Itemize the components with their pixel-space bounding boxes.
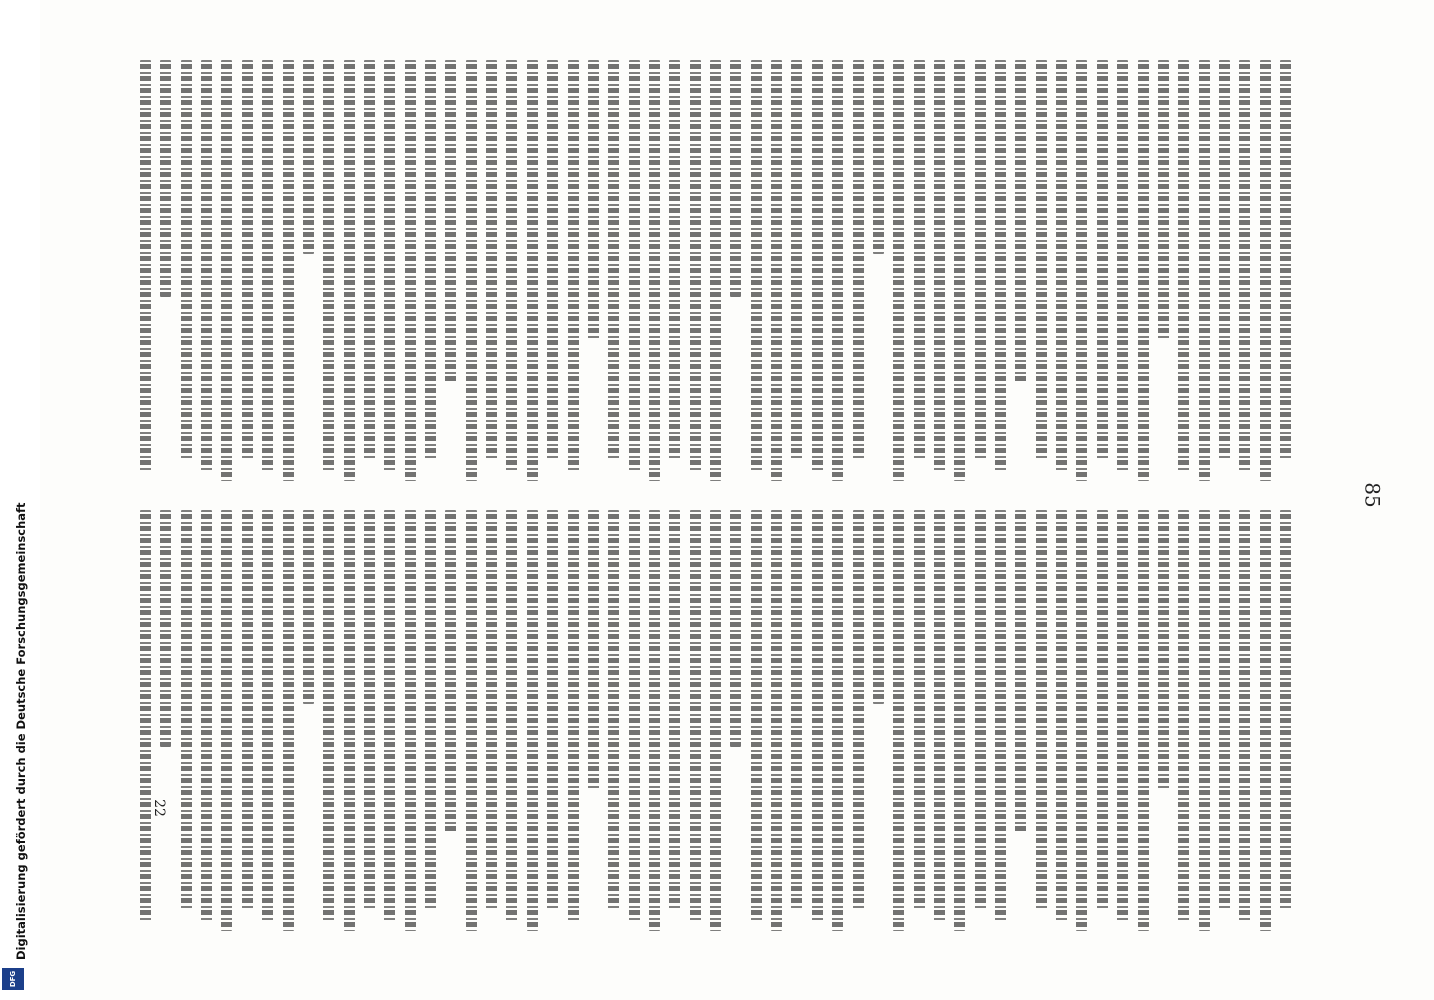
text-line — [1056, 60, 1067, 471]
text-line — [547, 510, 558, 910]
text-line — [140, 60, 151, 471]
text-line — [1280, 510, 1291, 910]
text-line — [323, 510, 334, 921]
text-line — [1158, 60, 1169, 340]
text-line — [669, 60, 680, 460]
text-line — [954, 510, 965, 931]
text-line — [710, 60, 721, 481]
text-line — [588, 510, 599, 790]
text-line — [995, 510, 1006, 921]
text-line — [1280, 60, 1291, 460]
text-line — [303, 510, 314, 704]
text-line — [1138, 60, 1149, 481]
page-number: 85 — [1360, 482, 1385, 508]
text-line — [832, 510, 843, 931]
text-line — [384, 60, 395, 471]
text-line — [283, 60, 294, 481]
text-line — [1056, 510, 1067, 921]
text-line — [1036, 510, 1047, 910]
text-line — [221, 510, 232, 931]
text-line — [873, 510, 884, 704]
text-line — [1219, 60, 1230, 460]
text-line — [975, 60, 986, 460]
text-line — [975, 510, 986, 910]
text-line — [1158, 510, 1169, 790]
text-line — [690, 60, 701, 471]
text-line — [466, 60, 477, 481]
signature-number: 22 — [150, 799, 167, 817]
text-line — [1178, 510, 1189, 921]
text-line — [608, 510, 619, 910]
text-line — [649, 510, 660, 931]
text-line — [466, 510, 477, 931]
text-line — [873, 60, 884, 254]
text-line — [527, 60, 538, 481]
text-line — [262, 510, 273, 921]
text-line — [1015, 60, 1026, 383]
text-line — [506, 60, 517, 471]
text-line — [364, 510, 375, 910]
text-line — [1097, 60, 1108, 460]
text-line — [1015, 510, 1026, 833]
text-line — [1117, 510, 1128, 921]
text-line — [995, 60, 1006, 471]
text-line — [568, 60, 579, 471]
text-line — [1076, 510, 1087, 931]
text-line — [547, 60, 558, 460]
text-line — [1260, 60, 1271, 481]
text-line — [527, 510, 538, 931]
text-line — [751, 510, 762, 921]
text-line — [1076, 60, 1087, 481]
text-line — [649, 60, 660, 481]
text-line — [954, 60, 965, 481]
text-line — [1178, 60, 1189, 471]
text-line — [812, 510, 823, 921]
text-line — [934, 510, 945, 921]
text-line — [690, 510, 701, 921]
text-line — [364, 60, 375, 460]
text-line — [791, 510, 802, 910]
text-line — [425, 60, 436, 460]
text-line — [283, 510, 294, 931]
text-line — [710, 510, 721, 931]
text-line — [588, 60, 599, 340]
text-line — [608, 60, 619, 460]
text-line — [344, 60, 355, 481]
text-line — [893, 60, 904, 481]
dfg-logo: DFG — [2, 968, 24, 990]
text-line — [323, 60, 334, 471]
text-line — [445, 510, 456, 833]
digitization-footer — [0, 0, 30, 1000]
text-line — [812, 60, 823, 471]
text-line — [1219, 510, 1230, 910]
text-line — [893, 510, 904, 931]
text-line — [832, 60, 843, 481]
text-line — [1138, 510, 1149, 931]
text-line — [344, 510, 355, 931]
text-line — [1260, 510, 1271, 931]
text-line — [181, 510, 192, 910]
text-line — [1117, 60, 1128, 471]
text-line — [242, 510, 253, 910]
text-line — [669, 510, 680, 910]
text-line — [160, 60, 171, 297]
text-line — [445, 60, 456, 383]
text-line — [486, 60, 497, 460]
text-line — [1097, 510, 1108, 910]
text-line — [160, 510, 171, 747]
text-line — [1199, 510, 1210, 931]
text-line — [853, 510, 864, 910]
text-line — [730, 60, 741, 297]
text-line — [730, 510, 741, 747]
text-line — [914, 510, 925, 910]
text-line — [425, 510, 436, 910]
text-line — [242, 60, 253, 460]
text-line — [181, 60, 192, 460]
dfg-credit-text: Digitalisierung gefördert durch die Deutsche Forschungsgemeinschaft — [14, 502, 28, 960]
text-line — [1239, 60, 1250, 471]
text-line — [934, 60, 945, 471]
text-line — [629, 60, 640, 471]
text-line — [201, 510, 212, 921]
text-line — [751, 60, 762, 471]
text-line — [140, 510, 151, 921]
text-line — [791, 60, 802, 460]
scanned-page — [40, 0, 1434, 1000]
text-line — [914, 60, 925, 460]
text-line — [1036, 60, 1047, 460]
text-line — [221, 60, 232, 481]
text-line — [405, 510, 416, 931]
text-line — [568, 510, 579, 921]
text-line — [771, 60, 782, 481]
text-line — [1239, 510, 1250, 921]
text-line — [303, 60, 314, 254]
text-line — [853, 60, 864, 460]
text-line — [629, 510, 640, 921]
text-line — [506, 510, 517, 921]
text-line — [771, 510, 782, 931]
text-line — [1199, 60, 1210, 481]
text-line — [486, 510, 497, 910]
text-line — [262, 60, 273, 471]
text-line — [384, 510, 395, 921]
text-line — [405, 60, 416, 481]
text-line — [201, 60, 212, 471]
